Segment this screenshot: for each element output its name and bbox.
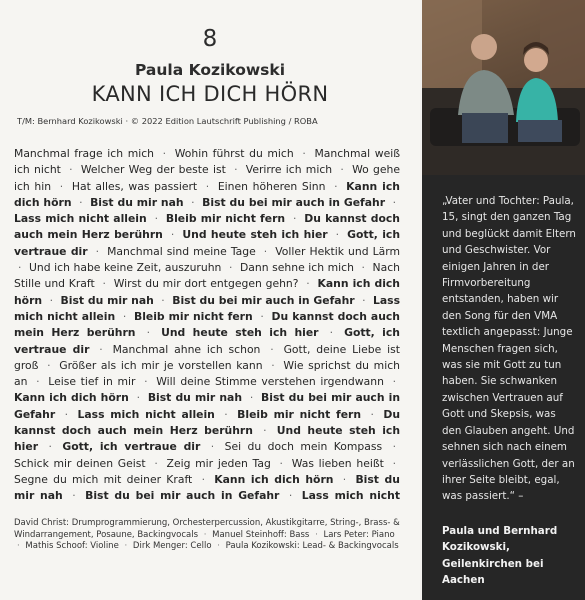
lyric-separator: · [224, 407, 228, 421]
verse-line: Sei du doch mein Kompass [224, 440, 383, 454]
credit-separator: · [315, 529, 318, 540]
verse-line: Gott, deine Liebe ist groß [14, 342, 400, 372]
lyric-separator: · [370, 407, 374, 421]
verse-line: Verirre ich mich [245, 163, 333, 177]
lyric-separator: · [144, 375, 148, 389]
lyric-separator: · [154, 456, 158, 470]
chorus-line: Bist du bei mir auch in Gefahr [85, 489, 280, 503]
lyric-separator: · [340, 163, 344, 177]
chorus-line: Gott, ich vertraue dir [14, 228, 400, 258]
musician-credit: Mathis Schoof: Violine [25, 541, 119, 552]
lyric-separator: · [59, 179, 64, 193]
chorus-line: Gott, ich vertraue dir [62, 440, 201, 454]
lyric-separator: · [342, 472, 347, 486]
verse-line: Hat alles, was passiert [71, 179, 198, 193]
musician-credit: Dirk Menger: Cello [132, 541, 212, 552]
chorus-line: Du kannst doch auch mein Herz berührn [14, 212, 400, 242]
verse-line: Manchmal frage ich mich [14, 147, 154, 160]
chorus-line: Kann ich dich hörn [14, 277, 400, 307]
verse-line: Manchmal ahne ich schon [112, 342, 261, 356]
chorus-line: Gott, ich vertraue dir [14, 326, 400, 356]
lyric-separator: · [72, 489, 76, 503]
musician-credits [14, 518, 406, 553]
lyric-separator: · [263, 424, 267, 438]
lyric-separator: · [146, 326, 151, 340]
lyric-separator: · [334, 179, 338, 193]
chorus-line: Bleib mir nicht fern [133, 309, 253, 323]
lyric-separator: · [18, 261, 22, 275]
verse-line: Will deine Stimme verstehen irgendwann [156, 375, 384, 389]
lyric-separator: · [69, 163, 73, 177]
chorus-line: Bist du mir nah [147, 391, 243, 405]
chorus-line: Lass mich nicht allein [77, 407, 215, 421]
lyric-separator: · [136, 391, 141, 405]
credit-separator: · [124, 541, 128, 552]
lyric-separator: · [228, 261, 233, 275]
chorus-line: Und heute steh ich hier [14, 424, 400, 454]
lyric-separator: · [205, 179, 210, 193]
lyric-separator: · [47, 358, 51, 372]
lyric-separator: · [122, 309, 127, 323]
credit-separator: · [17, 541, 20, 552]
lyric-separator: · [260, 309, 264, 323]
chorus-line: Und heute steh ich hier [182, 228, 328, 242]
verse-line: Wohin führst du mich [174, 147, 294, 160]
lyric-separator: · [162, 147, 167, 160]
musician-credit: Manuel Steinhoff: Bass [212, 529, 310, 540]
chorus-line: Bleib mir nicht fern [237, 407, 362, 421]
lyric-separator: · [79, 195, 83, 209]
verse-line: Größer als ich mir je vorstellen kann [59, 358, 263, 372]
lyric-separator: · [392, 195, 397, 209]
quote-panel [422, 175, 585, 600]
lyric-separator: · [292, 212, 297, 226]
credit-separator: · [203, 529, 207, 540]
musician-credit: David Christ: Drumprogrammierung, Orchesterpercussion, Akustikgitarre, String-, Brass- & Windarrangement, Posaune, Backingvocals [14, 518, 400, 540]
lyric-separator: · [36, 375, 40, 389]
chorus-line: Bist du mir nah [60, 293, 154, 307]
lyric-separator: · [154, 212, 158, 226]
verse-line: Wo gehe ich hin [14, 163, 400, 193]
chorus-line: Kann ich dich hörn [14, 391, 129, 405]
artist-quote: „Vater und Tochter: Paula, 15, singt den ganzen Tag und beglückt damit Eltern und Geschwister. Vor einigen Jahren in der Firmvorbereitung entstanden, haben wir den Song für den VMA textlich angepasst: Junge Menschen fragen sich, was sie mit Gott zu tun haben. Sie schwanken zwischen Vertrauen auf Gott und Skepsis, was den Glauben angeht. Und sehnen sich nach einem verlässlichen Gott, der an ihrer Seite bleibt, egal, was passiert.“ – [442, 195, 576, 503]
verse-line: Wie sprichst du mich an [14, 358, 400, 389]
verse-line: Manchmal sind meine Tage [107, 244, 256, 258]
chorus-line: Bist du mir nah [14, 472, 400, 503]
credit-separator: · [217, 541, 220, 552]
lyrics-text [14, 146, 400, 506]
chorus-line: Du kannst doch auch mein Herz berührn [14, 309, 400, 340]
lyric-separator: · [271, 358, 275, 372]
lyric-separator: · [234, 163, 238, 177]
chorus-line: Bist du mir nah [90, 195, 184, 209]
chorus-line: Lass mich nicht allein [14, 293, 400, 323]
chorus-line: Bist du bei mir auch in Gefahr [14, 391, 400, 421]
chorus-line: Kann ich dich hörn [14, 179, 400, 209]
lyric-separator: · [191, 195, 195, 209]
verse-line: Voller Hektik und Lärm [275, 244, 400, 258]
lyric-separator: · [302, 147, 306, 160]
chorus-line: Bist du bei mir auch in Gefahr [172, 293, 355, 307]
chorus-line: Lass mich nicht [301, 489, 400, 503]
chorus-line: Und heute steh ich hier [161, 326, 319, 340]
lyric-separator: · [263, 244, 268, 258]
track-number: 8 [202, 26, 218, 52]
verse-line: Dann sehne ich mich [239, 261, 354, 275]
verse-line: Zeig mir jeden Tag [166, 456, 271, 470]
song-credits: T/M: Bernhard Kozikowski · © 2022 Edition Lautschrift Publishing / ROBA [17, 116, 318, 126]
lyric-separator: · [249, 391, 254, 405]
verse-line: Wirst du mir dort entgegen gehn? [113, 277, 299, 291]
lyric-separator: · [99, 342, 103, 356]
lyric-separator: · [170, 228, 175, 242]
lyric-separator: · [102, 277, 106, 291]
lyric-separator: · [161, 293, 165, 307]
lyric-separator: · [306, 277, 310, 291]
verse-line: Welcher Weg der beste ist [80, 163, 226, 177]
lyric-separator: · [362, 293, 366, 307]
lyric-separator: · [392, 375, 397, 389]
artist-name: Paula Kozikowski [134, 61, 286, 79]
lyric-separator: · [64, 407, 69, 421]
lyric-separator: · [361, 261, 365, 275]
verse-line: Schick mir deinen Geist [14, 456, 146, 470]
lyric-separator: · [392, 456, 397, 470]
chorus-line: Kann ich dich hörn [214, 472, 334, 486]
quote-signature: Paula und Bernhard Kozikowski, Geilenkirchen bei Aachen [442, 525, 558, 587]
lyric-separator: · [49, 293, 54, 307]
verse-line: Nach Stille und Kraft [14, 261, 400, 291]
lyric-separator: · [95, 244, 100, 258]
lyric-separator: · [329, 326, 333, 340]
verse-line: Manchmal weiß ich nicht [14, 147, 400, 177]
verse-line: Segne du mich mit deiner Kraft [14, 472, 193, 486]
lyric-separator: · [201, 472, 205, 486]
verse-line: Was lieben heißt [291, 456, 384, 470]
lyric-separator: · [392, 440, 397, 454]
lyric-separator: · [210, 440, 215, 454]
musician-credit: Lars Peter: Piano [323, 529, 395, 540]
lyric-separator: · [335, 228, 340, 242]
lyric-separator: · [48, 440, 52, 454]
photo-illustration [422, 0, 585, 175]
chorus-line: Bist du bei mir auch in Gefahr [202, 195, 386, 209]
chorus-line: Du kannst doch auch mein Herz berührn [14, 407, 400, 438]
verse-line: Leise tief in mir [48, 375, 136, 389]
chorus-line: Lass mich nicht allein [14, 212, 147, 226]
song-title: KANN ICH DICH HÖRN [91, 82, 329, 106]
lyric-separator: · [279, 456, 283, 470]
chorus-line: Bleib mir nicht fern [165, 212, 286, 226]
artist-photo [422, 0, 585, 175]
verse-line: Einen höheren Sinn [217, 179, 326, 193]
verse-line: Und ich habe keine Zeit, auszuruhn [29, 261, 222, 275]
lyric-separator: · [270, 342, 274, 356]
lyric-separator: · [288, 489, 293, 503]
musician-credit: Paula Kozikowski: Lead- & Backingvocals [225, 541, 399, 552]
